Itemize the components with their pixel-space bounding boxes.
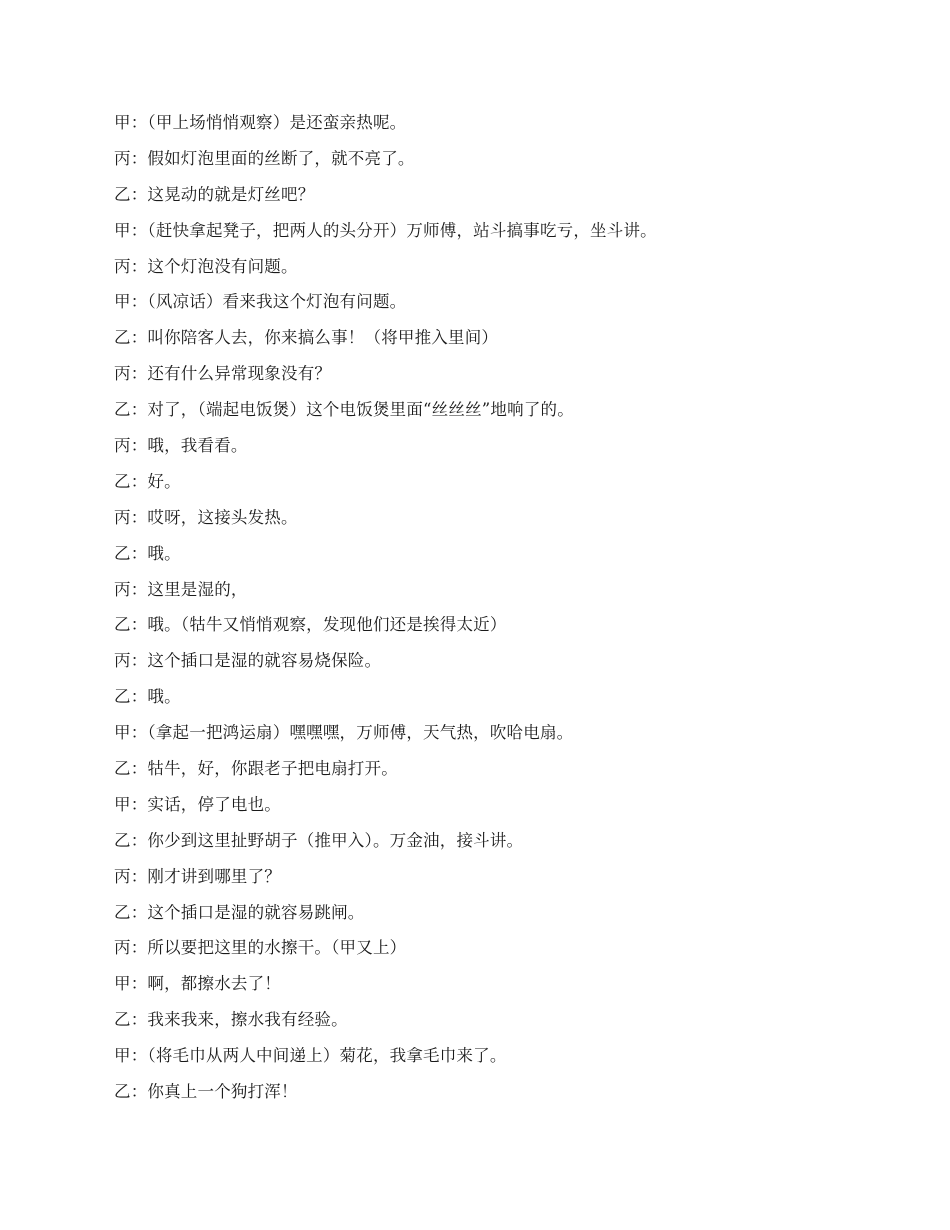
dialogue-line: 丙：这里是湿的， [114,579,248,599]
dialogue-line: 丙：刚才讲到哪里了？ [114,866,281,886]
dialogue-line: 甲：实话，停了电也。 [114,794,281,814]
dialogue-line: 甲：（赶快拿起凳子，把两人的头分开）万师傅，站斗搞事吃亏，坐斗讲。 [114,220,657,240]
dialogue-line: 乙：你少到这里扯野胡子（推甲入）。万金油，接斗讲。 [114,830,524,850]
dialogue-line: 甲：（风凉话）看来我这个灯泡有问题。 [114,292,407,312]
dialogue-line: 丙：这个插口是湿的就容易烧保险。 [114,651,382,671]
dialogue-line: 乙：我来我来，擦水我有经验。 [114,1010,348,1030]
dialogue-line: 乙：这个插口是湿的就容易跳闸。 [114,902,365,922]
dialogue-line: 丙：哎呀，这接头发热。 [114,507,298,527]
dialogue-line: 乙：牯牛，好，你跟老子把电扇打开。 [114,759,398,779]
script-text [114,112,894,1117]
dialogue-line: 丙：哦，我看看。 [114,436,248,456]
dialogue-line: 甲：啊，都擦水去了！ [114,974,281,994]
dialogue-line: 丙：还有什么异常现象没有？ [114,364,332,384]
dialogue-line: 乙：哦。（牯牛又悄悄观察，发现他们还是挨得太近） [114,615,507,635]
dialogue-line: 乙：你真上一个狗打浑！ [114,1082,298,1102]
dialogue-line: 乙：对了，（端起电饭煲）这个电饭煲里面“丝丝丝”地响了的。 [114,400,574,420]
dialogue-line: 乙：好。 [114,471,181,491]
dialogue-line: 乙：哦。 [114,543,181,563]
dialogue-line: 甲：（甲上场悄悄观察）是还蛮亲热呢。 [114,113,407,132]
dialogue-line: 丙：所以要把这里的水擦干。（甲又上） [114,938,407,958]
dialogue-line: 乙：这晃动的就是灯丝吧？ [114,184,315,204]
dialogue-line: 乙：叫你陪客人去，你来搞么事！（将甲推入里间） [114,328,499,348]
dialogue-line: 甲：（拿起一把鸿运扇）嘿嘿嘿，万师傅，天气热，吹哈电扇。 [114,723,574,743]
dialogue-line: 甲：（将毛巾从两人中间递上）菊花，我拿毛巾来了。 [114,1046,507,1066]
dialogue-line: 乙：哦。 [114,687,181,707]
dialogue-line: 丙：这个灯泡没有问题。 [114,256,298,276]
dialogue-line: 丙：假如灯泡里面的丝断了，就不亮了。 [114,148,415,168]
